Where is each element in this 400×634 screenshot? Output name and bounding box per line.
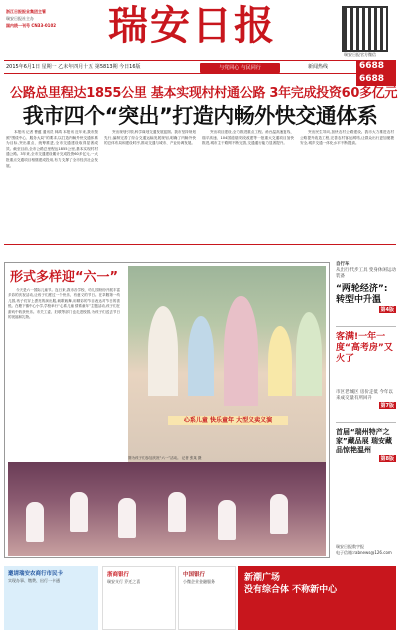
- qr-caption: 瑞安日报官方微信: [344, 52, 376, 57]
- dancer-figure: [168, 492, 186, 532]
- section-divider: [4, 244, 396, 245]
- sidebar-item-title: 从出行代步工具 变身休闲运动装备: [336, 268, 396, 279]
- sidebar-item[interactable]: [336, 262, 396, 280]
- date-bar: [4, 60, 396, 84]
- ad-subtitle: 瑞安支行 乔迁之喜: [107, 579, 141, 584]
- feature-article: [8, 288, 120, 456]
- sidebar-divider: [336, 422, 396, 423]
- child-figure: [224, 296, 258, 406]
- photo-caption: 图为孩子们参加庆祝“六一”活动。 记者 张某 摄: [128, 456, 202, 460]
- masthead-info-line: 浙江日报报业集团主管: [6, 9, 46, 14]
- sidebar-page-ref: [336, 402, 396, 409]
- ad-title: 中国银行: [183, 572, 206, 578]
- footer-info: [336, 544, 396, 556]
- child-figure: [148, 306, 178, 396]
- sidebar-item-title: 市区老城区 房价走低 今年以来成交量有所回升: [336, 390, 393, 401]
- page-badge: 第7版: [380, 403, 394, 409]
- slogan-badge: 与党同心 与民同行: [200, 63, 280, 73]
- sidebar-divider: [336, 326, 396, 327]
- ad-title: 新潮广场: [244, 573, 281, 583]
- ad-banner[interactable]: [178, 566, 236, 630]
- sidebar-item[interactable]: [336, 390, 396, 409]
- ad-banner[interactable]: [4, 566, 98, 630]
- sidebar-item[interactable]: [336, 332, 396, 365]
- ad-subtitle: 小微企业金融服务: [183, 579, 215, 584]
- child-figure: [296, 312, 322, 396]
- sidebar-item-title: “两轮经济”: 转型中升温: [336, 284, 388, 305]
- footer-line[interactable]: 电子信箱:rabnews@126.com: [336, 550, 392, 555]
- lead-paragraph: 突出规划引领,科学谋划交通发展蓝图。我市坚持规划先行,编制完善了综合交通运输发展规划,明确了内畅外快的总体布局和建设时序,推动交通与城市、产业协调发展。: [104, 130, 196, 146]
- lead-paragraph: 突出民生导向,加快农村公路建设。我市大力推进农村公路提升改造工程,完善农村客运网络,让群众出行更加便捷安全,城乡交通一体化水平不断提高。: [300, 130, 394, 146]
- dancer-figure: [118, 498, 136, 538]
- newspaper-logo: 瑞安日报: [108, 2, 276, 49]
- ad-title: 浙商银行: [107, 572, 130, 578]
- lead-paragraph: 本报讯 记者 曹蕴 通讯员 林鸿 本报讯 近年来,我市按照“围绕中心、服务大局”的要求,以打造内畅外快交通体系为目标,突出重点、统筹推进,全市交通建设取得显著成效。截至目前,全市公路总里程达1855公里,基本实现村村通公路。3年来,全市交通建设累计完成投资60多亿元,一大批重点交通项目相继建成投用,有力支撑了全市经济社会发展。: [6, 130, 98, 168]
- dancer-figure: [70, 492, 88, 532]
- main-headline[interactable]: 我市四个“突出”打造内畅外快交通体系: [22, 104, 378, 128]
- feature-paragraph: 今天是六一国际儿童节。连日来,我市各学校、幼儿园纷纷开展丰富多彩的庆祝活动,让孩子们度过一个快乐、有意义的节日。在莘塍第一幼儿园,孩子们穿上漂亮的演出服,载歌载舞,用精彩的节目表达对节日的喜悦。在塘下镇中心小学,学校举行“心系儿童 情系童年”主题活动,孩子们在游戏中收获快乐。市关工委、妇联等部门也走进校园,为孩子们送去节日的祝福和礼物。: [8, 288, 120, 320]
- footer-line: 瑞安日报数字报: [336, 544, 364, 549]
- qr-code-icon: [342, 6, 388, 52]
- ad-title: 邀请瑞安农商行市民卡: [8, 571, 64, 577]
- sidebar-page-ref: [336, 306, 396, 313]
- masthead-info-line: 国内统一刊号 CN33-0102: [6, 23, 57, 28]
- page-badge: 第4版: [380, 307, 394, 313]
- issue-date: 2015年6月1日 星期一 乙未年四月十五 第5813期 今日16版: [6, 64, 141, 70]
- masthead-info-line: 瑞安日报社主办: [6, 16, 34, 21]
- child-figure: [268, 326, 292, 396]
- hotline-number: 6688 6688: [356, 60, 396, 86]
- feature-photo-children[interactable]: [128, 266, 326, 462]
- hotline-label: 新闻热线: [308, 64, 329, 70]
- ad-banner[interactable]: [238, 566, 396, 630]
- dancer-figure: [218, 500, 236, 540]
- sidebar: [336, 262, 396, 562]
- lead-paragraph: 突出项目建设,全力推进重点工程。甬台温高速复线、瑞平高速、104国道瑞安段改建等一批重大交通项目加快推进,城市主干路网不断完善,交通通行能力显著提升。: [202, 130, 294, 146]
- sidebar-item-title: 首届“瑞州特产之家”藏品展 瑞安藏品惊艳温州: [336, 428, 393, 454]
- sidebar-item[interactable]: [336, 284, 396, 313]
- page-badge: 第8版: [380, 456, 394, 462]
- sidebar-item[interactable]: [336, 428, 396, 462]
- feature-photo-dancers[interactable]: [8, 462, 326, 556]
- feature-title[interactable]: 形式多样迎“六一”: [10, 270, 119, 285]
- ad-subtitle: 没有综合体 不称新中心: [244, 585, 338, 595]
- lead-article-column: [104, 130, 196, 242]
- dancer-figure: [270, 494, 288, 534]
- child-figure: [188, 316, 214, 396]
- lead-article-column: [6, 130, 98, 242]
- sidebar-section: 自行车: [336, 262, 350, 267]
- lead-article-column: [202, 130, 294, 242]
- lead-article-column: [300, 130, 394, 242]
- sidebar-item-title: 客满!一年一度“高考房”又火了: [336, 332, 393, 364]
- sub-headline[interactable]: 公路总里程达1855公里 基本实现村村通公路 3年完成投资60多亿元: [10, 86, 398, 101]
- ad-subtitle: 实现办事、缴费、出行一卡通: [8, 578, 60, 583]
- sidebar-page-ref: [336, 455, 396, 462]
- dancer-figure: [26, 502, 44, 542]
- stage-banner: 心系儿童 快乐童年 大型义卖义演: [168, 416, 288, 425]
- ad-row: [4, 566, 396, 630]
- masthead-info: [6, 8, 106, 29]
- ad-banner[interactable]: [102, 566, 176, 630]
